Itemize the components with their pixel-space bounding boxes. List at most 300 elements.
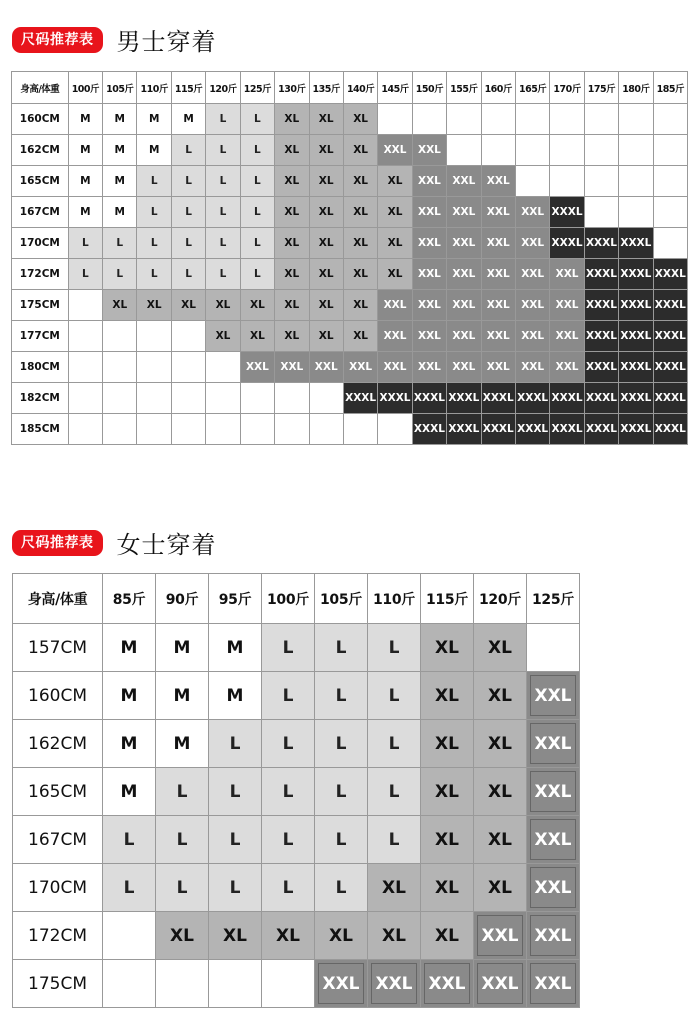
women-section-header	[12, 525, 217, 560]
size-cell: XXL	[527, 672, 580, 720]
size-cell: XXL	[309, 352, 343, 383]
size-cell: L	[240, 197, 274, 228]
size-cell: XXL	[515, 352, 549, 383]
size-cell: XXL	[481, 321, 515, 352]
size-cell: XXXL	[378, 383, 412, 414]
weight-header: 110斤	[137, 72, 171, 104]
size-cell: XXL	[515, 228, 549, 259]
size-cell: XXL	[550, 290, 584, 321]
size-cell	[262, 960, 315, 1008]
size-cell: L	[368, 720, 421, 768]
size-cell: L	[171, 166, 205, 197]
size-cell: M	[103, 768, 156, 816]
table-row	[12, 228, 688, 259]
corner-label: 身高/体重	[12, 72, 69, 104]
size-cell: XL	[206, 290, 240, 321]
size-cell: XXXL	[653, 259, 687, 290]
size-cell: XL	[421, 624, 474, 672]
size-cell: L	[315, 624, 368, 672]
size-cell: XXXL	[584, 414, 618, 445]
size-cell	[171, 414, 205, 445]
size-cell: XL	[275, 321, 309, 352]
size-cell: L	[68, 228, 102, 259]
size-cell	[171, 383, 205, 414]
table-row	[13, 864, 580, 912]
size-cell: XL	[309, 321, 343, 352]
women-size-table	[12, 573, 580, 1008]
size-cell: XXL	[481, 166, 515, 197]
size-cell: L	[368, 672, 421, 720]
size-cell: XL	[343, 135, 377, 166]
size-cell: XL	[309, 259, 343, 290]
size-cell: XL	[343, 197, 377, 228]
size-cell: XXXL	[619, 321, 653, 352]
table-row	[13, 624, 580, 672]
size-cell	[137, 414, 171, 445]
size-cell	[584, 135, 618, 166]
size-cell	[378, 414, 412, 445]
height-label: 175CM	[12, 290, 69, 321]
size-cell	[584, 197, 618, 228]
table-row	[12, 135, 688, 166]
size-cell: XL	[275, 197, 309, 228]
size-cell: XXL	[378, 135, 412, 166]
size-cell	[171, 352, 205, 383]
size-cell: L	[315, 672, 368, 720]
size-cell: XXXL	[550, 414, 584, 445]
size-cell: XXL	[527, 960, 580, 1008]
size-cell: XXXL	[619, 228, 653, 259]
size-cell	[137, 383, 171, 414]
size-cell	[619, 104, 653, 135]
size-cell: XL	[103, 290, 137, 321]
size-cell: XXL	[412, 352, 446, 383]
size-cell: XXXL	[584, 228, 618, 259]
weight-header: 140斤	[343, 72, 377, 104]
size-cell: XXXL	[447, 383, 481, 414]
size-cell: XXL	[412, 197, 446, 228]
size-cell: L	[262, 768, 315, 816]
height-label: 182CM	[12, 383, 69, 414]
height-label: 165CM	[12, 166, 69, 197]
size-cell: L	[137, 166, 171, 197]
size-cell: XL	[343, 259, 377, 290]
size-cell: XXXL	[515, 414, 549, 445]
size-cell: XL	[275, 228, 309, 259]
size-cell: XXL	[527, 912, 580, 960]
weight-header: 120斤	[206, 72, 240, 104]
height-label: 172CM	[12, 259, 69, 290]
weight-header: 135斤	[309, 72, 343, 104]
size-cell: XXL	[412, 166, 446, 197]
size-cell: L	[368, 624, 421, 672]
weight-header: 120斤	[474, 574, 527, 624]
size-chart-badge: 尺码推荐表	[12, 530, 103, 556]
size-cell: XXXL	[481, 383, 515, 414]
size-cell: XXL	[527, 768, 580, 816]
size-cell: XXXL	[584, 352, 618, 383]
size-cell	[515, 166, 549, 197]
size-cell: M	[103, 672, 156, 720]
weight-header: 100斤	[68, 72, 102, 104]
size-cell: XXXL	[481, 414, 515, 445]
size-cell	[447, 104, 481, 135]
size-cell: L	[209, 816, 262, 864]
size-cell: XL	[421, 672, 474, 720]
size-cell: L	[240, 228, 274, 259]
table-row	[12, 259, 688, 290]
size-cell	[240, 383, 274, 414]
size-cell: XL	[343, 290, 377, 321]
size-cell: XXL	[378, 290, 412, 321]
height-label: 180CM	[12, 352, 69, 383]
size-cell: XXL	[550, 321, 584, 352]
men-section-header	[12, 22, 217, 57]
size-cell: XXXL	[619, 414, 653, 445]
weight-header: 170斤	[550, 72, 584, 104]
size-cell: XL	[156, 912, 209, 960]
size-cell	[619, 166, 653, 197]
size-cell	[68, 352, 102, 383]
height-label: 170CM	[13, 864, 103, 912]
size-cell: XXXL	[447, 414, 481, 445]
size-cell: XXL	[368, 960, 421, 1008]
size-cell: L	[262, 624, 315, 672]
size-cell: XL	[309, 228, 343, 259]
size-cell: XXL	[481, 352, 515, 383]
size-cell: XXL	[481, 197, 515, 228]
size-cell: M	[137, 104, 171, 135]
size-cell	[309, 414, 343, 445]
size-cell: XXL	[412, 135, 446, 166]
size-cell	[68, 414, 102, 445]
size-cell: XL	[421, 912, 474, 960]
size-cell: XXL	[275, 352, 309, 383]
size-cell	[206, 352, 240, 383]
size-cell: L	[240, 135, 274, 166]
size-cell	[103, 414, 137, 445]
size-cell: XL	[368, 864, 421, 912]
size-cell: L	[156, 864, 209, 912]
size-cell: XXXL	[653, 321, 687, 352]
table-row	[12, 383, 688, 414]
height-label: 160CM	[12, 104, 69, 135]
size-cell: L	[156, 816, 209, 864]
size-cell	[619, 135, 653, 166]
size-cell: XXL	[550, 352, 584, 383]
weight-header: 115斤	[171, 72, 205, 104]
size-cell: XL	[137, 290, 171, 321]
height-label: 177CM	[12, 321, 69, 352]
size-cell: XL	[368, 912, 421, 960]
size-cell	[619, 197, 653, 228]
size-cell: L	[262, 672, 315, 720]
size-cell: XXXL	[550, 228, 584, 259]
size-cell: L	[209, 768, 262, 816]
size-cell: L	[103, 816, 156, 864]
size-cell	[103, 912, 156, 960]
size-cell	[209, 960, 262, 1008]
size-cell: M	[68, 135, 102, 166]
size-cell: XXL	[481, 228, 515, 259]
table-row	[12, 414, 688, 445]
table-row	[12, 104, 688, 135]
size-cell: XXL	[412, 290, 446, 321]
size-cell: XXL	[515, 197, 549, 228]
size-cell: M	[156, 720, 209, 768]
size-cell: L	[206, 135, 240, 166]
size-cell: XL	[474, 864, 527, 912]
size-cell	[653, 228, 687, 259]
size-cell: XXL	[378, 321, 412, 352]
size-cell: L	[171, 135, 205, 166]
size-cell: XXL	[343, 352, 377, 383]
size-cell: XXL	[515, 290, 549, 321]
size-cell: L	[240, 104, 274, 135]
size-cell: L	[315, 864, 368, 912]
size-cell: XL	[309, 197, 343, 228]
size-cell: XXL	[515, 321, 549, 352]
size-cell: XXL	[315, 960, 368, 1008]
size-cell: L	[68, 259, 102, 290]
size-cell	[481, 104, 515, 135]
size-cell	[68, 321, 102, 352]
size-cell: XL	[474, 816, 527, 864]
size-cell: M	[68, 166, 102, 197]
size-cell: XXL	[447, 166, 481, 197]
size-cell: L	[206, 228, 240, 259]
size-cell: L	[171, 259, 205, 290]
size-cell	[156, 960, 209, 1008]
size-cell: XXXL	[584, 383, 618, 414]
size-cell: M	[103, 197, 137, 228]
size-cell: XXL	[527, 864, 580, 912]
size-cell: M	[103, 624, 156, 672]
size-cell: L	[137, 259, 171, 290]
table-row	[13, 672, 580, 720]
size-cell: XXXL	[412, 414, 446, 445]
weight-header: 105斤	[103, 72, 137, 104]
size-cell: XL	[343, 321, 377, 352]
size-cell: XXL	[527, 720, 580, 768]
size-cell: XXXL	[550, 197, 584, 228]
table-row	[13, 816, 580, 864]
height-label: 172CM	[13, 912, 103, 960]
size-cell	[275, 414, 309, 445]
size-cell: L	[206, 166, 240, 197]
size-cell	[137, 352, 171, 383]
table-row	[12, 290, 688, 321]
table-row	[12, 166, 688, 197]
table-row	[12, 197, 688, 228]
size-cell: L	[240, 166, 274, 197]
size-cell: XL	[309, 290, 343, 321]
size-cell: XXXL	[584, 321, 618, 352]
size-cell	[550, 104, 584, 135]
size-cell	[68, 290, 102, 321]
size-cell	[103, 321, 137, 352]
size-cell: XL	[474, 672, 527, 720]
size-cell: M	[103, 104, 137, 135]
size-cell: XXL	[515, 259, 549, 290]
weight-header: 155斤	[447, 72, 481, 104]
size-cell: M	[103, 720, 156, 768]
size-cell: XXXL	[550, 383, 584, 414]
size-cell	[515, 104, 549, 135]
size-cell	[103, 383, 137, 414]
weight-header: 150斤	[412, 72, 446, 104]
weight-header: 100斤	[262, 574, 315, 624]
size-cell: XL	[275, 135, 309, 166]
size-cell: XL	[421, 720, 474, 768]
size-cell: M	[209, 672, 262, 720]
size-cell: XXL	[447, 352, 481, 383]
size-cell: XXXL	[653, 383, 687, 414]
size-cell: L	[206, 104, 240, 135]
size-cell: XL	[378, 259, 412, 290]
weight-header: 180斤	[619, 72, 653, 104]
size-cell: M	[171, 104, 205, 135]
size-cell: XL	[275, 104, 309, 135]
size-cell: XXL	[447, 228, 481, 259]
size-cell: XXXL	[619, 259, 653, 290]
size-cell	[137, 321, 171, 352]
size-cell: XXL	[421, 960, 474, 1008]
size-cell: L	[209, 864, 262, 912]
weight-header: 160斤	[481, 72, 515, 104]
size-cell: XL	[474, 720, 527, 768]
size-cell: L	[137, 197, 171, 228]
height-label: 167CM	[12, 197, 69, 228]
size-cell	[550, 135, 584, 166]
size-cell: XXXL	[653, 352, 687, 383]
size-cell: XL	[421, 768, 474, 816]
size-cell: XXL	[474, 960, 527, 1008]
size-cell	[653, 166, 687, 197]
size-cell	[481, 135, 515, 166]
size-cell: XXL	[447, 259, 481, 290]
size-cell	[515, 135, 549, 166]
size-cell: XXXL	[584, 259, 618, 290]
weight-header: 115斤	[421, 574, 474, 624]
size-cell: XL	[209, 912, 262, 960]
size-cell	[653, 135, 687, 166]
height-label: 175CM	[13, 960, 103, 1008]
size-cell: M	[156, 672, 209, 720]
size-cell: L	[315, 720, 368, 768]
size-cell: XXL	[481, 259, 515, 290]
size-cell	[550, 166, 584, 197]
weight-header: 130斤	[275, 72, 309, 104]
table-row	[13, 960, 580, 1008]
size-cell: XXL	[474, 912, 527, 960]
weight-header: 85斤	[103, 574, 156, 624]
size-cell: XL	[240, 290, 274, 321]
weight-header: 90斤	[156, 574, 209, 624]
size-cell: L	[206, 259, 240, 290]
size-cell	[275, 383, 309, 414]
size-cell	[584, 104, 618, 135]
weight-header: 95斤	[209, 574, 262, 624]
size-cell: M	[68, 104, 102, 135]
size-cell: XXL	[378, 352, 412, 383]
size-cell: XL	[309, 104, 343, 135]
size-cell: L	[171, 197, 205, 228]
size-cell: L	[240, 259, 274, 290]
size-cell: L	[156, 768, 209, 816]
women-section-title: 女士穿着	[116, 531, 217, 559]
header-row	[13, 574, 580, 624]
size-cell: XXL	[447, 290, 481, 321]
size-cell	[653, 104, 687, 135]
size-cell: M	[68, 197, 102, 228]
size-cell: XL	[171, 290, 205, 321]
size-cell: XL	[275, 166, 309, 197]
corner-label: 身高/体重	[13, 574, 103, 624]
men-size-table	[11, 71, 688, 445]
weight-header: 165斤	[515, 72, 549, 104]
size-cell: L	[262, 864, 315, 912]
size-cell: L	[103, 864, 156, 912]
size-cell: L	[137, 228, 171, 259]
size-cell: M	[137, 135, 171, 166]
height-label: 157CM	[13, 624, 103, 672]
size-cell: M	[103, 135, 137, 166]
size-chart-badge: 尺码推荐表	[12, 27, 103, 53]
height-label: 160CM	[13, 672, 103, 720]
size-cell	[68, 383, 102, 414]
size-cell	[206, 414, 240, 445]
size-cell	[343, 414, 377, 445]
size-cell: M	[103, 166, 137, 197]
size-cell: XL	[240, 321, 274, 352]
size-cell: XXXL	[515, 383, 549, 414]
height-label: 167CM	[13, 816, 103, 864]
size-cell	[103, 352, 137, 383]
size-cell: XL	[275, 290, 309, 321]
weight-header: 125斤	[527, 574, 580, 624]
size-cell: XL	[378, 166, 412, 197]
size-cell: XXXL	[653, 290, 687, 321]
size-cell	[103, 960, 156, 1008]
weight-header: 125斤	[240, 72, 274, 104]
size-cell: XXXL	[412, 383, 446, 414]
size-cell: XL	[275, 259, 309, 290]
size-cell: L	[262, 816, 315, 864]
size-cell: XXL	[527, 816, 580, 864]
size-cell: XXL	[447, 197, 481, 228]
size-cell: XL	[421, 864, 474, 912]
size-cell	[309, 383, 343, 414]
size-cell: XL	[343, 104, 377, 135]
size-cell: XXXL	[653, 414, 687, 445]
size-cell: XL	[206, 321, 240, 352]
size-cell	[584, 166, 618, 197]
size-cell: XXL	[481, 290, 515, 321]
size-cell: L	[262, 720, 315, 768]
table-row	[12, 321, 688, 352]
size-cell: XXL	[447, 321, 481, 352]
size-cell: XXXL	[584, 290, 618, 321]
size-cell	[447, 135, 481, 166]
size-cell: XL	[309, 135, 343, 166]
men-section-title: 男士穿着	[116, 28, 217, 56]
size-cell: M	[156, 624, 209, 672]
size-cell: XXXL	[619, 352, 653, 383]
weight-header: 185斤	[653, 72, 687, 104]
size-cell: XL	[474, 768, 527, 816]
size-cell: XL	[309, 166, 343, 197]
